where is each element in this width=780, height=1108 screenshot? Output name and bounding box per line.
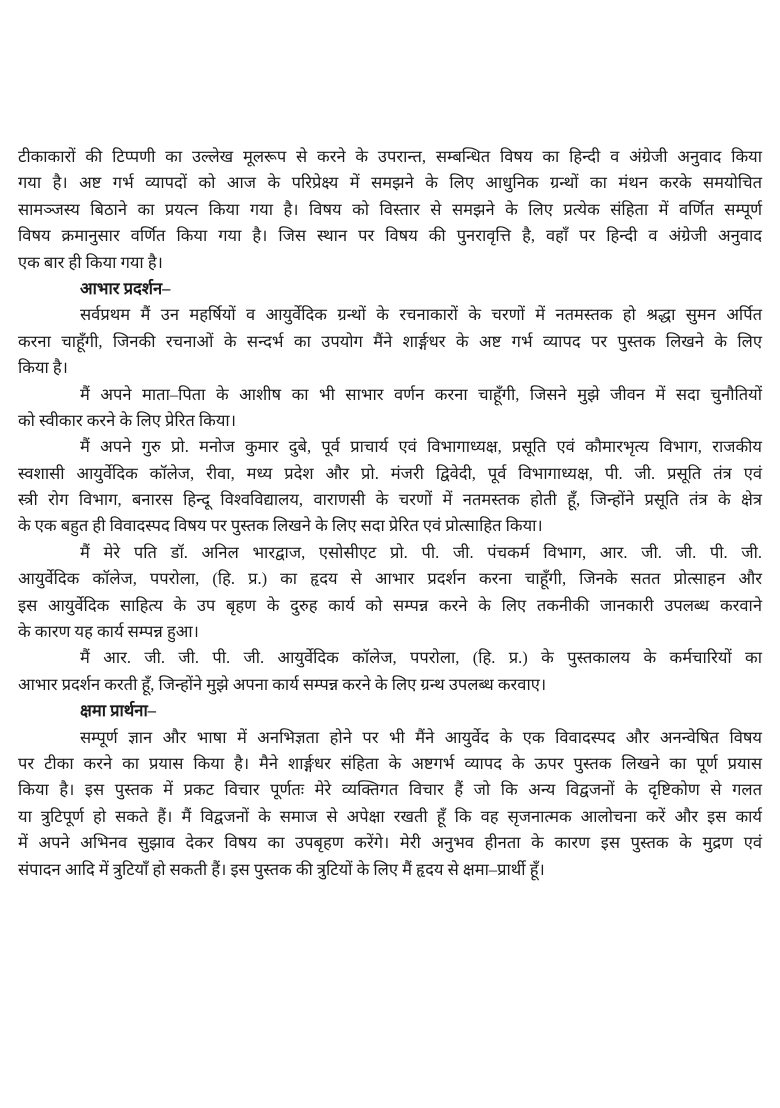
text-line: के एक बहुत ही विवादस्पद विषय पर पुस्तक लिखने के लिए सदा प्रेरित एवं प्रोत्साहित किया। (18, 516, 543, 536)
paragraph (18, 540, 762, 646)
text-line: मैं अपने माता–पिता के आशीष का भी साभार वर्णन करना चाहूँगी, जिसने मुझे जीवन में सदा चुनौतियों (80, 384, 762, 404)
heading-text: आभार प्रदर्शन– (80, 278, 171, 298)
text-line: स्त्री रोग विभाग, बनारस हिन्दू विश्वविद्यालय, वाराणसी के चरणों में नतमस्तक होती हूँ, जिन्होंने प्रसूति तंत्र के क्षेत्र (18, 490, 762, 510)
paragraph (18, 144, 762, 276)
text-line: संपादन आदि में त्रुटियाँ हो सकती हैं। इस पुस्तक की त्रुटियों के लिए मैं हृदय से क्षमा–प्रार्थी हूँ। (18, 859, 545, 879)
text-line: को स्वीकार करने के लिए प्रेरित किया। (18, 410, 236, 430)
heading-text: क्षमा प्रार्थना– (80, 701, 156, 721)
text-line: गया है। अष्ट गर्भ व्यापदों को आज के परिप्रेक्ष्य में समझने के लिए आधुनिक ग्रन्थों का मंथन करके समयोचित (18, 173, 762, 193)
text-line: स्वशासी आयुर्वेदिक कॉलेज, रीवा, मध्य प्रदेश और प्रो. मंजरी द्विवेदी, पूर्व विभागाध्यक्ष, पी. जी. प्रसूति तंत्र एवं (18, 463, 762, 483)
section-heading (18, 698, 762, 724)
text-line: सर्वप्रथम मैं उन महर्षियों व आयुर्वेदिक ग्रन्थों के रचनाकारों के चरणों में नतमस्तक हो श्रद्धा सुमन अर्पित (80, 305, 762, 325)
text-line: इस आयुर्वेदिक साहित्य के उप बृहण के दुरुह कार्य को सम्पन्न करने के लिए तकनीकी जानकारी उपलब्ध करवाने (18, 595, 762, 615)
text-line: मैं अपने गुरु प्रो. मनोज कुमार दुबे, पूर्व प्राचार्य एवं विभागाध्यक्ष, प्रसूति एवं कौमारभृत्य विभाग, राजकीय (80, 437, 762, 457)
text-line: आभार प्रदर्शन करती हूँ, जिन्होंने मुझे अपना कार्य सम्पन्न करने के लिए ग्रन्थ उपलब्ध करवाए। (18, 674, 547, 694)
document-page (18, 144, 762, 883)
text-line: में अपने अभिनव सुझाव देकर विषय का उपबृहण करेंगे। मेरी अनुभव हीनता के कारण इस पुस्तक के मुद्रण एवं (18, 833, 762, 853)
text-line: विषय क्रमानुसार वर्णित किया गया है। जिस स्थान पर विषय की पुनरावृत्ति है, वहाँ पर हिन्दी व अंग्रेजी अनुवाद (18, 226, 762, 246)
text-line: मैं मेरे पति डॉ. अनिल भारद्वाज, एसोसीएट प्रो. पी. जी. पंचकर्म विभाग, आर. जी. जी. पी. जी. (80, 542, 762, 562)
text-line: एक बार ही किया गया है। (18, 252, 163, 272)
text-line: या त्रुटिपूर्ण हो सकते हैं। मैं विद्वजनों के समाज से अपेक्षा रखती हूँ कि वह सृजनात्मक आलोचना करें और इस कार्य (18, 806, 762, 826)
paragraph (18, 645, 762, 698)
text-line: किया है। इस पुस्तक में प्रकट विचार पूर्णतः मेरे व्यक्तिगत विचार हैं जो कि अन्य विद्वजनों के दृष्टिकोण से गलत (18, 780, 762, 800)
text-line: करना चाहूँगी, जिनकी रचनाओं के सन्दर्भ का उपयोग मैंने शार्ङ्गधर के अष्ट गर्भ व्यापद पर पुस्तक लिखने के लिए (18, 331, 762, 351)
paragraph (18, 434, 762, 540)
text-line: आयुर्वेदिक कॉलेज, पपरोला, (हि. प्र.) का हृदय से आभार प्रदर्शन करना चाहूँगी, जिनके सतत प्रोत्साहन और (18, 569, 762, 589)
text-line: के कारण यह कार्य सम्पन्न हुआ। (18, 622, 199, 642)
paragraph (18, 725, 762, 883)
text-line: पर टीका करने का प्रयास किया है। मैने शार्ङ्गधर संहिता के अष्टगर्भ व्यापद के ऊपर पुस्तक लिखने का पूर्ण प्रयास (18, 753, 762, 773)
text-line: सामञ्जस्य बिठाने का प्रयत्न किया गया है। विषय को विस्तार से समझने के लिए प्रत्येक संहिता में वर्णित सम्पूर्ण (18, 199, 762, 219)
paragraph (18, 382, 762, 435)
section-heading (18, 276, 762, 302)
text-line: टीकाकारों की टिप्पणी का उल्लेख मूलरूप से करने के उपरान्त, सम्बन्धित विषय का हिन्दी व अंग्रेजी अनुवाद किया (18, 147, 762, 166)
text-line: सम्पूर्ण ज्ञान और भाषा में अनभिज्ञता होने पर भी मैंने आयुर्वेद के एक विवादस्पद और अनन्वेषित विषय (80, 727, 762, 747)
paragraph (18, 302, 762, 381)
text-line: मैं आर. जी. जी. पी. जी. आयुर्वेदिक कॉलेज, पपरोला, (हि. प्र.) के पुस्तकालय के कर्मचारियों का (80, 648, 762, 668)
text-line: किया है। (18, 358, 68, 378)
